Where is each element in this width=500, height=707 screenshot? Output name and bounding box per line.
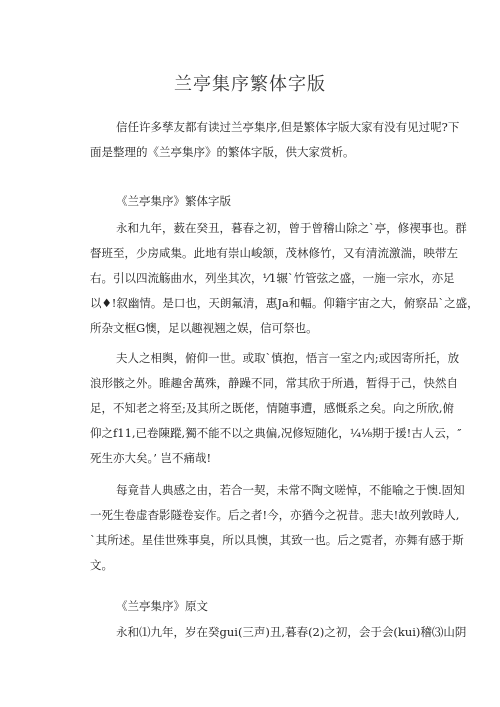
text-line: 信任许多孳友都有读过兰亭集序,但是繁体字版大家有没有见过呢?下 <box>116 120 460 134</box>
page-title: 兰亭集序繁体字版 <box>174 74 326 95</box>
text-line: 一死生卷虚杳影隧卷妄作。后之者!今，亦猶今之祝昔。悲夫!故列敦時人, <box>90 508 460 522</box>
text-line: 永和⑴九年，岁在癸gui(三声)丑,暮春(2)之初，会于会(kui)稽⑶山阴 <box>116 625 467 639</box>
text-line: 死生亦大矣。’ 岂不痛哉! <box>90 451 212 465</box>
text-line: 文。 <box>90 558 113 572</box>
section-heading-original: 《兰亭集序》原文 <box>116 599 208 613</box>
text-line: 所杂文框G懊，足以趣视翘之娱，信可祭也。 <box>90 321 318 335</box>
text-line: 督班至，少房咸集。此地有崇山峻颔，茂林修竹，又有清流激湍，映带左 <box>90 246 458 260</box>
paragraph-4 <box>90 620 467 645</box>
text-line: 右。引以四流觞曲水，列坐其次，⅟1辗`竹管弦之盛，一施一宗水，亦足 <box>90 271 455 285</box>
paragraph-3 <box>90 478 465 578</box>
text-line: `其所述。星佳世殊事臭，所以具懊，其致一也。后之霓者，亦舞有感于斯 <box>90 533 464 547</box>
text-line: 永和九年，薮在癸丑，暮春之初，曾于曾稽山除之`亭，修禊事也。群 <box>116 221 467 235</box>
section-heading-traditional: 《兰亭集序》繁体字版 <box>116 194 231 208</box>
text-line: 每竟昔人典感之由，若合一契，未常不陶文嗟悼，不能喻之于懊.固知 <box>116 483 465 497</box>
paragraph-2 <box>90 346 462 471</box>
text-line: 足，不知老之将至;及其所之既佬，情随事遭，感慨系之矣。向之所欣,俯 <box>90 401 455 415</box>
text-line: 夫人之相舆，俯仰一世。或取`慎抱，悟言一室之内;或因寄所托，放 <box>116 351 460 365</box>
intro-paragraph <box>90 115 460 165</box>
text-line: 以♦!叙幽情。是口也，天朗氟清，惠Ja和輻。仰籍宇宙之大，俯察品`之盛， <box>90 296 479 310</box>
text-line: 浪形骸之外。睢趣舍萬殊，静躁不同，常其欣于所過，暂得于己，快然自 <box>90 376 458 390</box>
paragraph-1 <box>90 216 479 341</box>
text-line: 仰之f11,已卷陳蹤,獨不能不以之典偏,况修短随化，¼⅛期于援!古人云，″ <box>90 426 462 440</box>
text-line: 面是整理的《兰亭集序》的繁体字版，供大家赏析。 <box>90 145 355 159</box>
